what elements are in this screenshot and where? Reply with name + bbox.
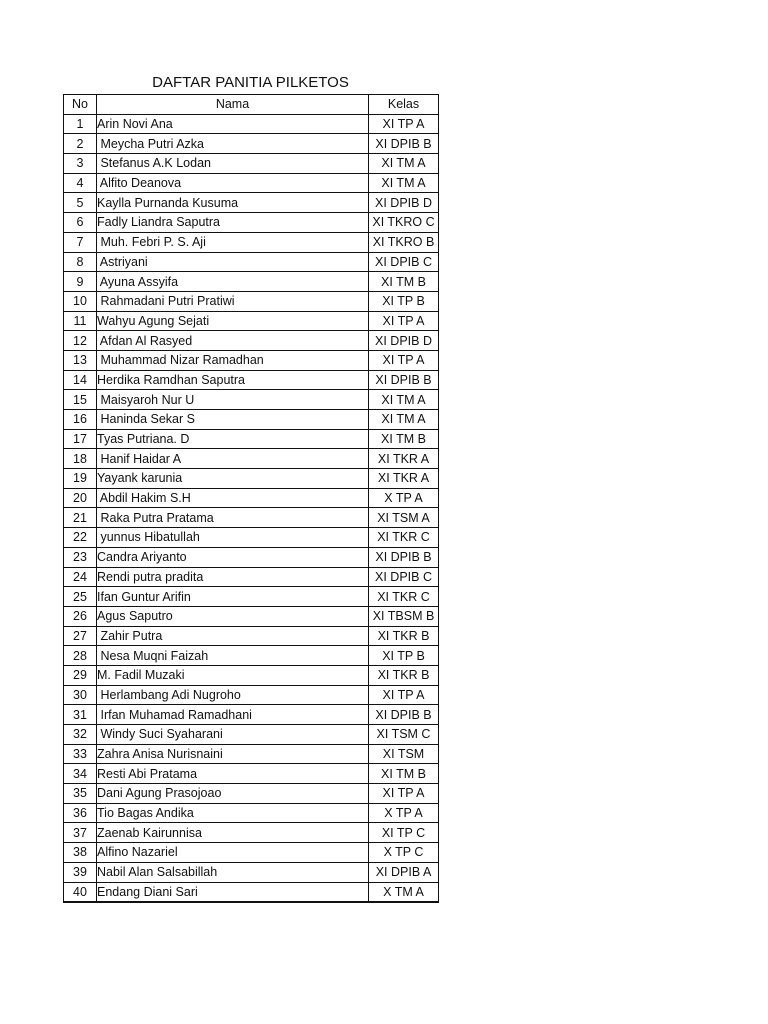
- row-number: 26: [64, 606, 97, 626]
- table-row: [64, 193, 439, 213]
- row-number: 39: [64, 862, 97, 882]
- table-row: [64, 823, 439, 843]
- table-row: [64, 134, 439, 154]
- row-number: 18: [64, 449, 97, 469]
- row-number: 14: [64, 370, 97, 390]
- table-row: [64, 390, 439, 410]
- table-row: [64, 311, 439, 331]
- member-name: Maisyaroh Nur U: [97, 390, 369, 410]
- member-name: Arin Novi Ana: [97, 114, 369, 134]
- table-row: [64, 862, 439, 882]
- member-name: Ayuna Assyifa: [97, 272, 369, 292]
- table-row: [64, 784, 439, 804]
- member-name: Candra Ariyanto: [97, 547, 369, 567]
- member-name: yunnus Hibatullah: [97, 528, 369, 548]
- member-class: XI TKR B: [369, 626, 439, 646]
- table-row: [64, 567, 439, 587]
- table-row: [64, 665, 439, 685]
- member-name: Stefanus A.K Lodan: [97, 154, 369, 174]
- member-name: Wahyu Agung Sejati: [97, 311, 369, 331]
- member-class: XI TSM: [369, 744, 439, 764]
- table-row: [64, 449, 439, 469]
- document-title: DAFTAR PANITIA PILKETOS: [152, 74, 349, 91]
- member-name: Irfan Muhamad Ramadhani: [97, 705, 369, 725]
- member-name: Kaylla Purnanda Kusuma: [97, 193, 369, 213]
- member-class: XI TP C: [369, 823, 439, 843]
- table-row: [64, 232, 439, 252]
- member-name: Ifan Guntur Arifin: [97, 587, 369, 607]
- member-name: Rendi putra pradita: [97, 567, 369, 587]
- member-name: Nesa Muqni Faizah: [97, 646, 369, 666]
- row-number: 28: [64, 646, 97, 666]
- member-class: XI DPIB B: [369, 547, 439, 567]
- member-class: XI DPIB D: [369, 193, 439, 213]
- table-row: [64, 252, 439, 272]
- member-name: Hanif Haidar A: [97, 449, 369, 469]
- member-name: Afdan Al Rasyed: [97, 331, 369, 351]
- member-class: XI TKR A: [369, 449, 439, 469]
- table-row: [64, 272, 439, 292]
- header-no: No: [64, 95, 97, 115]
- table-row: [64, 331, 439, 351]
- member-class: XI TM A: [369, 390, 439, 410]
- member-name: Zahra Anisa Nurisnaini: [97, 744, 369, 764]
- row-number: 34: [64, 764, 97, 784]
- row-number: 6: [64, 213, 97, 233]
- row-number: 32: [64, 725, 97, 745]
- table-header-row: [64, 95, 439, 115]
- row-number: 15: [64, 390, 97, 410]
- member-class: XI TM B: [369, 429, 439, 449]
- row-number: 10: [64, 291, 97, 311]
- table-row: [64, 213, 439, 233]
- row-number: 4: [64, 173, 97, 193]
- row-number: 12: [64, 331, 97, 351]
- member-name: Rahmadani Putri Pratiwi: [97, 291, 369, 311]
- row-number: 17: [64, 429, 97, 449]
- member-class: XI TKRO B: [369, 232, 439, 252]
- row-number: 21: [64, 508, 97, 528]
- member-name: Abdil Hakim S.H: [97, 488, 369, 508]
- member-name: Endang Diani Sari: [97, 882, 369, 902]
- member-name: Windy Suci Syaharani: [97, 725, 369, 745]
- member-class: XI TM B: [369, 764, 439, 784]
- row-number: 36: [64, 803, 97, 823]
- header-nama: Nama: [97, 95, 369, 115]
- row-number: 16: [64, 410, 97, 430]
- row-number: 2: [64, 134, 97, 154]
- member-class: XI TKR B: [369, 665, 439, 685]
- member-name: Alfino Nazariel: [97, 843, 369, 863]
- row-number: 19: [64, 469, 97, 489]
- row-number: 13: [64, 350, 97, 370]
- table-row: [64, 882, 439, 902]
- row-number: 1: [64, 114, 97, 134]
- table-row: [64, 488, 439, 508]
- member-name: Muh. Febri P. S. Aji: [97, 232, 369, 252]
- row-number: 11: [64, 311, 97, 331]
- table-row: [64, 508, 439, 528]
- table-row: [64, 547, 439, 567]
- table-row: [64, 646, 439, 666]
- member-class: XI DPIB C: [369, 567, 439, 587]
- member-class: XI TP B: [369, 291, 439, 311]
- table-row: [64, 606, 439, 626]
- table-row: [64, 764, 439, 784]
- table-row: [64, 843, 439, 863]
- member-name: Tyas Putriana. D: [97, 429, 369, 449]
- table-row: [64, 410, 439, 430]
- table-row: [64, 154, 439, 174]
- table-row: [64, 350, 439, 370]
- member-name: Resti Abi Pratama: [97, 764, 369, 784]
- member-class: X TP A: [369, 488, 439, 508]
- member-name: Zaenab Kairunnisa: [97, 823, 369, 843]
- row-number: 37: [64, 823, 97, 843]
- member-name: Astriyani: [97, 252, 369, 272]
- table-row: [64, 114, 439, 134]
- table-row: [64, 685, 439, 705]
- member-class: XI TKR C: [369, 587, 439, 607]
- member-class: XI TM B: [369, 272, 439, 292]
- table-row: [64, 469, 439, 489]
- row-number: 3: [64, 154, 97, 174]
- member-class: XI DPIB B: [369, 370, 439, 390]
- table-row: [64, 587, 439, 607]
- table-row: [64, 370, 439, 390]
- row-number: 35: [64, 784, 97, 804]
- member-name: M. Fadil Muzaki: [97, 665, 369, 685]
- row-number: 20: [64, 488, 97, 508]
- table-row: [64, 725, 439, 745]
- member-name: Haninda Sekar S: [97, 410, 369, 430]
- member-name: Yayank karunia: [97, 469, 369, 489]
- table-row: [64, 429, 439, 449]
- table-row: [64, 803, 439, 823]
- row-number: 33: [64, 744, 97, 764]
- table-body: [64, 114, 439, 902]
- member-class: XI TKRO C: [369, 213, 439, 233]
- member-class: XI TKR A: [369, 469, 439, 489]
- member-class: X TP A: [369, 803, 439, 823]
- row-number: 7: [64, 232, 97, 252]
- row-number: 23: [64, 547, 97, 567]
- member-class: XI TP B: [369, 646, 439, 666]
- member-name: Muhammad Nizar Ramadhan: [97, 350, 369, 370]
- member-name: Meycha Putri Azka: [97, 134, 369, 154]
- row-number: 22: [64, 528, 97, 548]
- member-name: Dani Agung Prasojoao: [97, 784, 369, 804]
- member-class: XI TP A: [369, 784, 439, 804]
- table-row: [64, 528, 439, 548]
- member-class: XI TM A: [369, 173, 439, 193]
- member-name: Zahir Putra: [97, 626, 369, 646]
- member-name: Alfito Deanova: [97, 173, 369, 193]
- member-class: XI DPIB A: [369, 862, 439, 882]
- member-name: Herlambang Adi Nugroho: [97, 685, 369, 705]
- member-class: XI TP A: [369, 350, 439, 370]
- member-class: XI DPIB D: [369, 331, 439, 351]
- row-number: 24: [64, 567, 97, 587]
- row-number: 9: [64, 272, 97, 292]
- member-class: XI TM A: [369, 410, 439, 430]
- table-row: [64, 173, 439, 193]
- member-name: Raka Putra Pratama: [97, 508, 369, 528]
- member-class: XI DPIB B: [369, 134, 439, 154]
- row-number: 30: [64, 685, 97, 705]
- row-number: 25: [64, 587, 97, 607]
- table-row: [64, 626, 439, 646]
- row-number: 38: [64, 843, 97, 863]
- table-row: [64, 705, 439, 725]
- member-class: XI TM A: [369, 154, 439, 174]
- member-name: Nabil Alan Salsabillah: [97, 862, 369, 882]
- member-class: XI TBSM B: [369, 606, 439, 626]
- member-class: X TP C: [369, 843, 439, 863]
- member-class: XI TSM C: [369, 725, 439, 745]
- table-row: [64, 291, 439, 311]
- row-number: 29: [64, 665, 97, 685]
- member-name: Tio Bagas Andika: [97, 803, 369, 823]
- committee-table: [63, 94, 439, 903]
- row-number: 27: [64, 626, 97, 646]
- row-number: 40: [64, 882, 97, 902]
- member-class: XI TSM A: [369, 508, 439, 528]
- member-name: Fadly Liandra Saputra: [97, 213, 369, 233]
- member-class: XI DPIB C: [369, 252, 439, 272]
- member-name: Agus Saputro: [97, 606, 369, 626]
- member-class: XI TKR C: [369, 528, 439, 548]
- member-class: X TM A: [369, 882, 439, 902]
- header-kelas: Kelas: [369, 95, 439, 115]
- row-number: 5: [64, 193, 97, 213]
- member-name: Herdika Ramdhan Saputra: [97, 370, 369, 390]
- member-class: XI TP A: [369, 685, 439, 705]
- member-class: XI DPIB B: [369, 705, 439, 725]
- row-number: 31: [64, 705, 97, 725]
- member-class: XI TP A: [369, 311, 439, 331]
- table-row: [64, 744, 439, 764]
- row-number: 8: [64, 252, 97, 272]
- member-class: XI TP A: [369, 114, 439, 134]
